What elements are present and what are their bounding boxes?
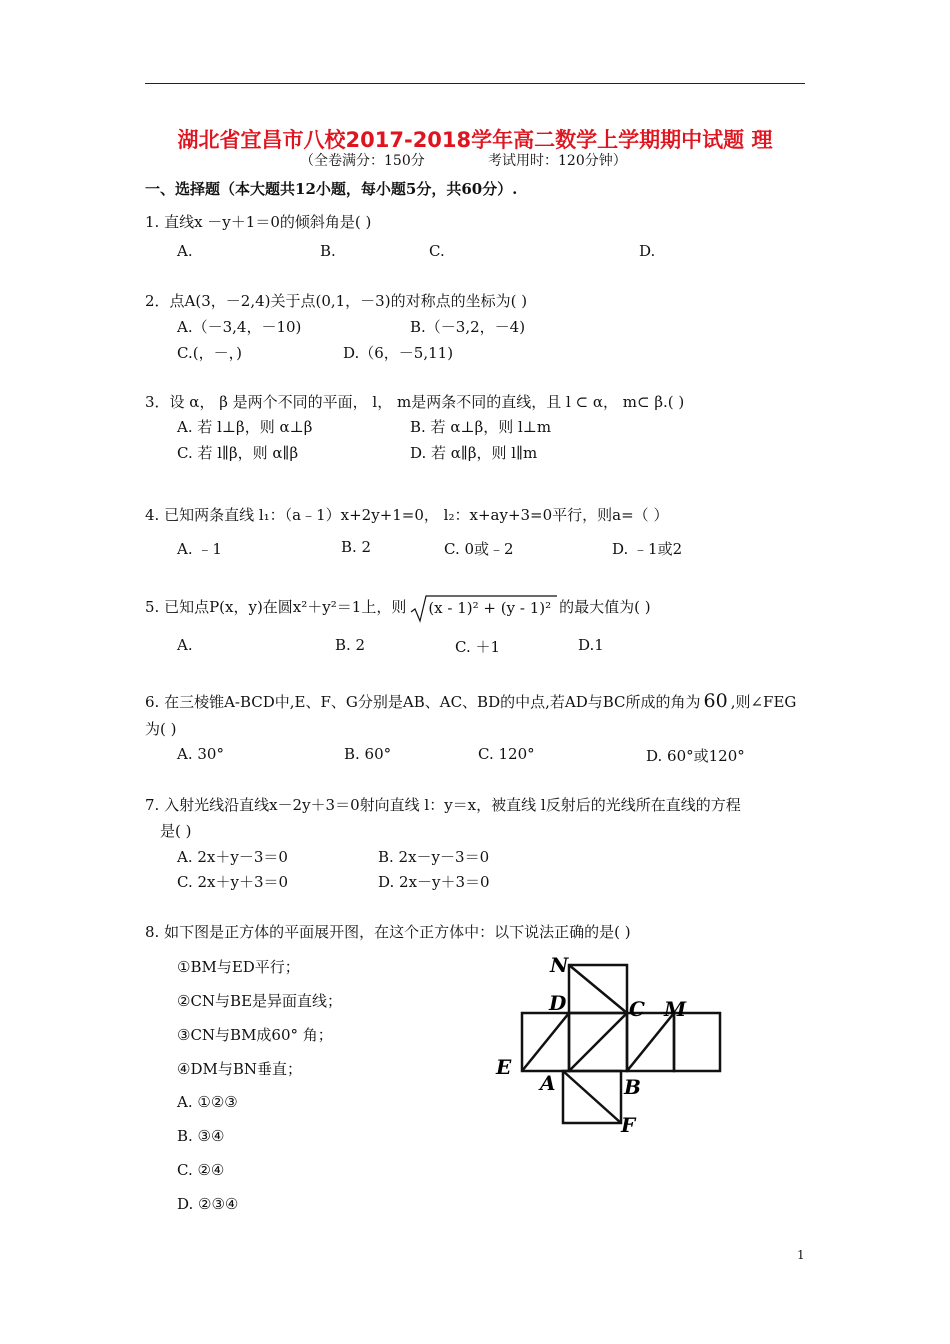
label-n: N <box>550 953 569 977</box>
q6-angle: 60 <box>703 690 728 712</box>
q8-statement-2: ②CN与BE是异面直线； <box>177 992 343 1010</box>
q4-option-b: B. 2 <box>341 538 372 556</box>
q5-option-d: D.1 <box>578 636 604 654</box>
q2-stem: 2．点A(3，－2,4)关于点(0,1，－3)的对称点的坐标为( ) <box>145 292 528 310</box>
q4-option-d: D. ﹣1或2 <box>612 540 683 558</box>
q1-option-b: B. <box>320 242 336 260</box>
subtitle-score: （全卷满分：150分 <box>300 153 425 169</box>
section-heading: 一、选择题（本大题共12小题，每小题5分，共60分）. <box>145 180 518 198</box>
sqrt-expression <box>410 597 555 617</box>
q8-option-d: D. ②③④ <box>177 1195 239 1213</box>
q5-option-a: A. <box>177 636 193 654</box>
q8-statement-4: ④DM与BN垂直； <box>177 1060 302 1078</box>
q3-stem: 3．设 α， β 是两个不同的平面， l， m是两条不同的直线，且 l ⊂ α， m⊂ β.( ) <box>145 393 685 411</box>
q6-option-b: B. 60° <box>344 745 392 763</box>
label-e: E <box>496 1055 512 1079</box>
q7-option-d: D. 2x－y＋3＝0 <box>378 873 490 891</box>
q3-option-c: C. 若 l∥β，则 α∥β <box>177 444 299 462</box>
page-title: 湖北省宜昌市八校2017-2018学年高二数学上学期期中试题 理 <box>177 128 773 152</box>
cube-net-figure <box>490 950 730 1140</box>
label-d: D <box>549 991 567 1015</box>
sqrt-content: (x - 1)² + (y - 1)² <box>428 598 552 617</box>
page-number: 1 <box>797 1248 805 1262</box>
radical-sign-icon <box>410 594 558 624</box>
label-m: M <box>664 997 687 1021</box>
q5-stem-pre: 5. 已知点P(x，y)在圆x²＋y²＝1上，则 <box>145 598 407 616</box>
q2-option-d: D.（6，－5,11) <box>343 344 454 362</box>
q1-option-c: C. <box>429 242 445 260</box>
diagonal-af <box>563 1071 621 1123</box>
label-b: B <box>624 1075 641 1099</box>
q5-option-b: B. 2 <box>335 636 366 654</box>
q8-statement-1: ①BM与ED平行； <box>177 958 300 976</box>
q2-option-a: A.（－3,4，－10) <box>177 318 302 336</box>
q5-option-c: C. ＋1 <box>455 638 501 656</box>
q1-option-a: A. <box>177 242 193 260</box>
q1-stem: 1. 直线x －y＋1＝0的倾斜角是( ) <box>145 213 372 231</box>
label-a: A <box>540 1071 556 1095</box>
q6-option-c: C. 120° <box>478 745 535 763</box>
q7-option-b: B. 2x－y－3＝0 <box>378 848 490 866</box>
q3-option-d: D. 若 α∥β，则 l∥m <box>410 444 538 462</box>
diagonal-bm <box>627 1013 674 1071</box>
q2-option-c: C.(，－，) <box>177 344 242 362</box>
q7-stem-line2: 是( ) <box>160 822 192 840</box>
top-rule <box>145 83 805 84</box>
q6-stem-line2: 为( ) <box>145 720 177 738</box>
q8-option-c: C. ②④ <box>177 1161 225 1179</box>
q4-stem: 4. 已知两条直线 l₁：（a﹣1）x+2y+1=0， l₂：x+ay+3=0平行，则a=（ ） <box>145 506 669 524</box>
label-f: F <box>621 1113 636 1137</box>
q3-option-b: B. 若 α⊥β，则 l⊥m <box>410 418 552 436</box>
q2-option-b: B.（－3,2，－4) <box>410 318 526 336</box>
diagonal-ed <box>522 1013 569 1071</box>
q7-option-a: A. 2x＋y－3＝0 <box>177 848 288 866</box>
diagonal-mid <box>569 1013 627 1071</box>
diagonal-nc <box>569 965 627 1013</box>
subtitle-time: 考试用时：120分钟） <box>488 153 627 169</box>
q8-statement-3: ③CN与BM成60° 角； <box>177 1026 333 1044</box>
q3-option-a: A. 若 l⊥β，则 α⊥β <box>177 418 313 436</box>
q7-stem-line1: 7. 入射光线沿直线x－2y＋3＝0射向直线 l：y＝x，被直线 l反射后的光线所在直线的方程 <box>145 796 741 814</box>
q8-option-b: B. ③④ <box>177 1127 225 1145</box>
label-c: C <box>629 997 645 1021</box>
q4-option-a: A. ﹣1 <box>177 540 222 558</box>
q6-option-a: A. 30° <box>177 745 224 763</box>
q5-stem-post: 的最大值为( ) <box>559 598 651 616</box>
q6-option-d: D. 60°或120° <box>646 747 745 765</box>
q8-option-a: A. ①②③ <box>177 1093 238 1111</box>
q6-stem-end: ,则∠FEG <box>730 693 797 711</box>
q6-stem-line1 <box>145 690 796 712</box>
q1-option-d: D. <box>639 242 656 260</box>
q4-option-c: C. 0或﹣2 <box>444 540 514 558</box>
q6-stem-text: 6. 在三棱锥A-BCD中,E、F、G分别是AB、AC、BD的中点,若AD与BC所成的角为 <box>145 693 701 711</box>
q8-stem: 8. 如下图是正方体的平面展开图，在这个正方体中：以下说法正确的是( ) <box>145 923 631 941</box>
net-square-right <box>674 1013 720 1071</box>
q7-option-c: C. 2x＋y＋3＝0 <box>177 873 289 891</box>
q5-stem <box>145 596 651 617</box>
